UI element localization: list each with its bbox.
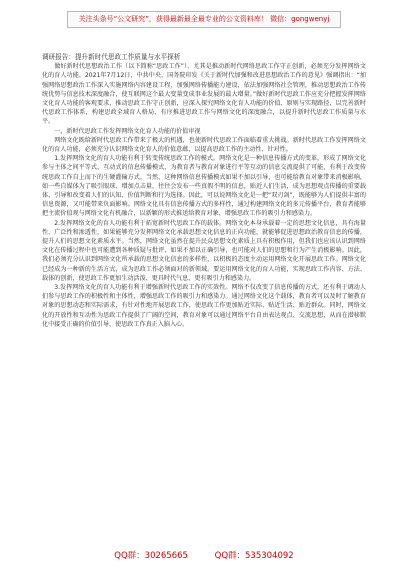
promo-banner: 关注头条号“公文研究”，获得最新最全最专业的公文资料库！ 微信：gongwenyj [67, 11, 341, 28]
document-title: 调研报告：提升新时代思政工作质量与水平探析 [42, 53, 181, 61]
footer-contact [0, 549, 408, 563]
paragraph: 3.发挥网络文化的育人功能有利于增强新时代思政工作的实效性。网络不仅改变了信息传播的方式，还有利于调动人们参与思政工作的积极性和主体性，增强思政工作的吸引力和感染力。通过网络文化这个载体，教育者可以及时了解教育对象的思想动态和实际需求，有针对性地开展思政工作，使思政工作更加贴近实际、贴近生活、贴近群众。同时，网络文化的开放性和互动性为思政工作提供了广阔的空间，教育对象可以通过网络平台自由表达观点、交流思想，从而在潜移默化中接受正确的价值引导，使思政工作真正入脑入心。 [42, 284, 366, 328]
document-body [42, 53, 366, 541]
paragraph: 2.发挥网络文化的育人功能有利于拓宽新时代思政工作的载体。网络文化本身承载着一定的思想文化信息，具有海量性、广泛性和渗透性，如果能够充分发挥网络文化承载思想文化信息的正向功能，就能够促进思想政治教育信息的传播，提升人们的思想文化素质水平。当然，网络文化虽然在提升民众思想文化素质上具有积极作用，但我们也应该认识到网络文化在传播过程中也可能遭到各种质疑与批评，如果不加以正确引导，也可能对人们的思想和行为产生消极影响。因此，我们必须充分认识到网络文化所承载的思想文化信息的多样性，以积极的态度主动运用网络文化开展思政工作。网络文化已经成为一种新的生活方式，成为思政工作必须面对的新领域。要运用网络文化的育人功能，实现思政工作内容、方法、载体的创新，使思政工作更加生动活泼、更具时代气息、更有吸引力和感染力。 [42, 219, 366, 282]
footer-qq-1: QQ群：30265665 [114, 551, 188, 561]
paragraph: 网络文化既给新时代思政工作带来了极大的机遇，也使新时代思政工作面临着重大挑战。新时代思政工作发挥网络文化的育人功能，必须充分认识网络文化育人的价值意蕴，以提高思政工作的主动性、针对性。 [42, 136, 366, 154]
section-heading: 一、新时代思政工作发挥网络文化育人功能的价值审视 [54, 127, 201, 135]
footer-qq-2: QQ群：535304092 [214, 551, 294, 561]
paragraph: 做好新时代思想政治工作（以下简称“思政工作”），尤其是推动新时代网络思政工作守正创新，必须充分发挥网络文化的育人功能。2021年7月12日，中共中央、国务院印发《关于新时代加强和改进思想政治工作的意见》强调指出：“加强网络思想政治工作深入实施网络内容建设工程，加强网络传播能力建设，依法加强网络社会管理，推动思想政治工作传统优势与信息技术深度融合，使互联网这个最大变量变成事业发展的最大增量。”做好新时代思政工作应充分把握发挥网络文化育人功能的客观要求，推动思政工作守正创新，应深入探究网络文化育人功能的价值、原则与实现路径，以完善新时代思政工作体系，构建思政全域育人格局，有序推进思政工作与网络文化的深度融合，以提升新时代思政工作质量与水平。 [42, 63, 366, 126]
paragraph: 1.发挥网络文化的育人功能有利于转变传统思政工作的模式。网络文化是一种信息传播方式的变革，形成了网络文化参与主体之间平等式、互动式的信息传播模式，为教育者与教育对象进行平等互动的信息交流提供了可能，有利于改变传统思政工作自上而下的生硬灌输方式。当然，这种网络信息传播模式如果不加以引导，也可能给教育对象带来消极影响，如一些自媒体为了吸引眼球、增加点击量，往往会发布一些真假不明的信息，贴近人们生活，成为思想观点传播的重要载体，引导和改变着人们的认知、价值判断和行为选择。因此，可以说网络文化是一把“双刃剑”，既能够为人们提供丰富的信息资源，又可能带来负面影响。网络文化具有信息传播方式的多样性，通过构建网络文化的多元传播平台，教育者能够把主流价值观与网络文化有机融合，以新颖的形式推送给教育对象，增强思政工作的吸引力和感染力。 [42, 155, 366, 218]
